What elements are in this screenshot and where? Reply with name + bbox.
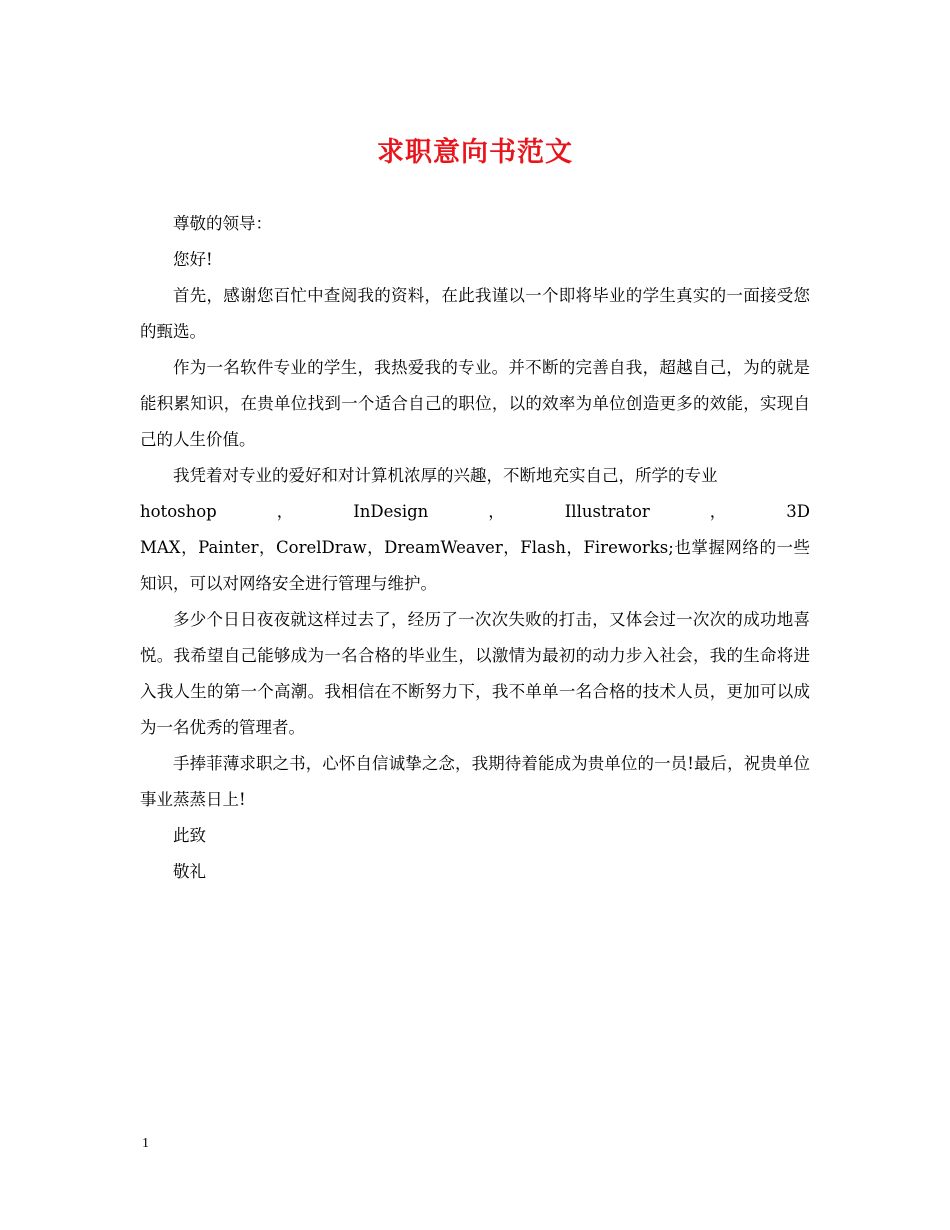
paragraph-intro: 首先，感谢您百忙中查阅我的资料，在此我谨以一个即将毕业的学生真实的一面接受您的甄选。 <box>140 286 810 341</box>
document-title: 求职意向书范文 <box>377 137 573 168</box>
page-number: 1 <box>142 1136 149 1151</box>
paragraph-conclusion: 手捧菲薄求职之书，心怀自信诚挚之念，我期待着能成为贵单位的一员!最后，祝贵单位事业蒸蒸日上! <box>140 754 810 809</box>
paragraph-skills: 我凭着对专业的爱好和对计算机浓厚的兴趣，不断地充实自己，所学的专业 <box>173 466 718 485</box>
paragraph-major: 作为一名软件专业的学生，我热爱我的专业。并不断的完善自我，超越自己，为的就是能积累知识，在贵单位找到一个适合自己的职位，以的效率为单位创造更多的效能，实现自己的人生价值。 <box>140 358 810 449</box>
paragraph-aspiration: 多少个日日夜夜就这样过去了，经历了一次次失败的打击，又体会过一次次的成功地喜悦。我希望自己能够成为一名合格的毕业生，以激情为最初的动力步入社会，我的生命将进入我人生的第一个高潮。我相信在不断努力下，我不单单一名合格的技术人员，更加可以成为一名优秀的管理者。 <box>140 610 810 737</box>
paragraph-skills-software-list: hotoshop，InDesign，Illustrator，3D <box>140 502 810 521</box>
document-body <box>140 206 810 890</box>
paragraph-skills-continued: MAX，Painter，CorelDraw，DreamWeaver，Flash，Fireworks;也掌握网络的一些知识，可以对网络安全进行管理与维护。 <box>140 538 810 593</box>
salutation: 尊敬的领导： <box>173 214 272 233</box>
closing-salute: 敬礼 <box>173 862 206 881</box>
closing-regards: 此致 <box>173 826 206 845</box>
greeting: 您好! <box>173 250 213 269</box>
